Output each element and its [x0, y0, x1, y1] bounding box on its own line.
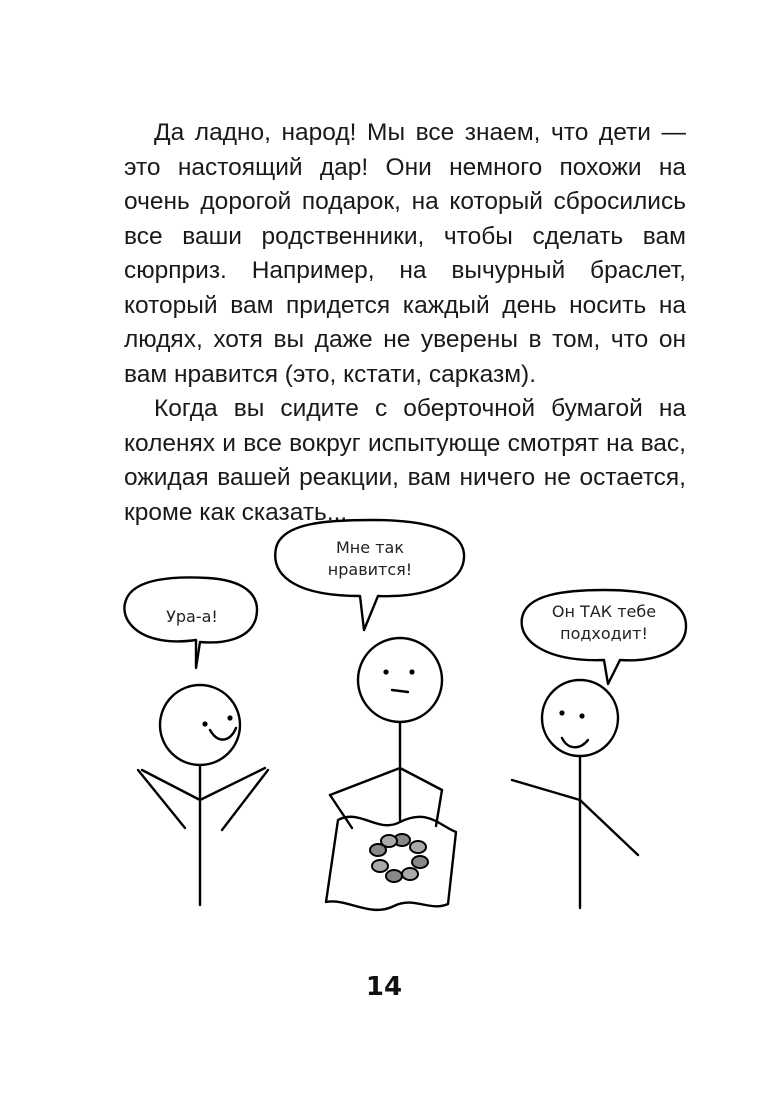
page-number: 14	[365, 972, 403, 1002]
wrapping-paper	[326, 817, 456, 910]
right-bubble-line-2: подходит!	[560, 624, 648, 643]
center-stick-figure	[330, 638, 442, 828]
right-stick-figure	[512, 680, 638, 908]
center-bubble-line-1: Мне так	[336, 538, 404, 557]
paragraph-2: Когда вы сидите с оберточной бумагой на коленях и все вокруг испытующе смотрят на вас, ожидая вашей реакции, вам ничего не остается, кроме как сказать...	[124, 395, 686, 526]
paragraph-1: Да ладно, народ! Мы все знаем, что дети — это настоящий дар! Они немного похожи на очень дорогой подарок, на который сбросились все ваши родственники, чтобы сделать вам сюрприз. Например, на вычурный браслет, который вам придется каждый день носить на людях, хотя вы даже не уверены в том, что он вам нравится (это, кстати, сарказм).	[124, 119, 686, 388]
body-text	[124, 116, 686, 530]
center-bubble-line-2: нравится!	[327, 560, 413, 579]
left-bubble-text: Ура-а!	[166, 607, 218, 626]
bracelet-icon	[370, 834, 428, 882]
right-bubble-line-1: Он ТАК тебе	[551, 602, 657, 621]
stick-figures-illustration	[0, 500, 768, 930]
left-stick-figure	[138, 685, 268, 905]
